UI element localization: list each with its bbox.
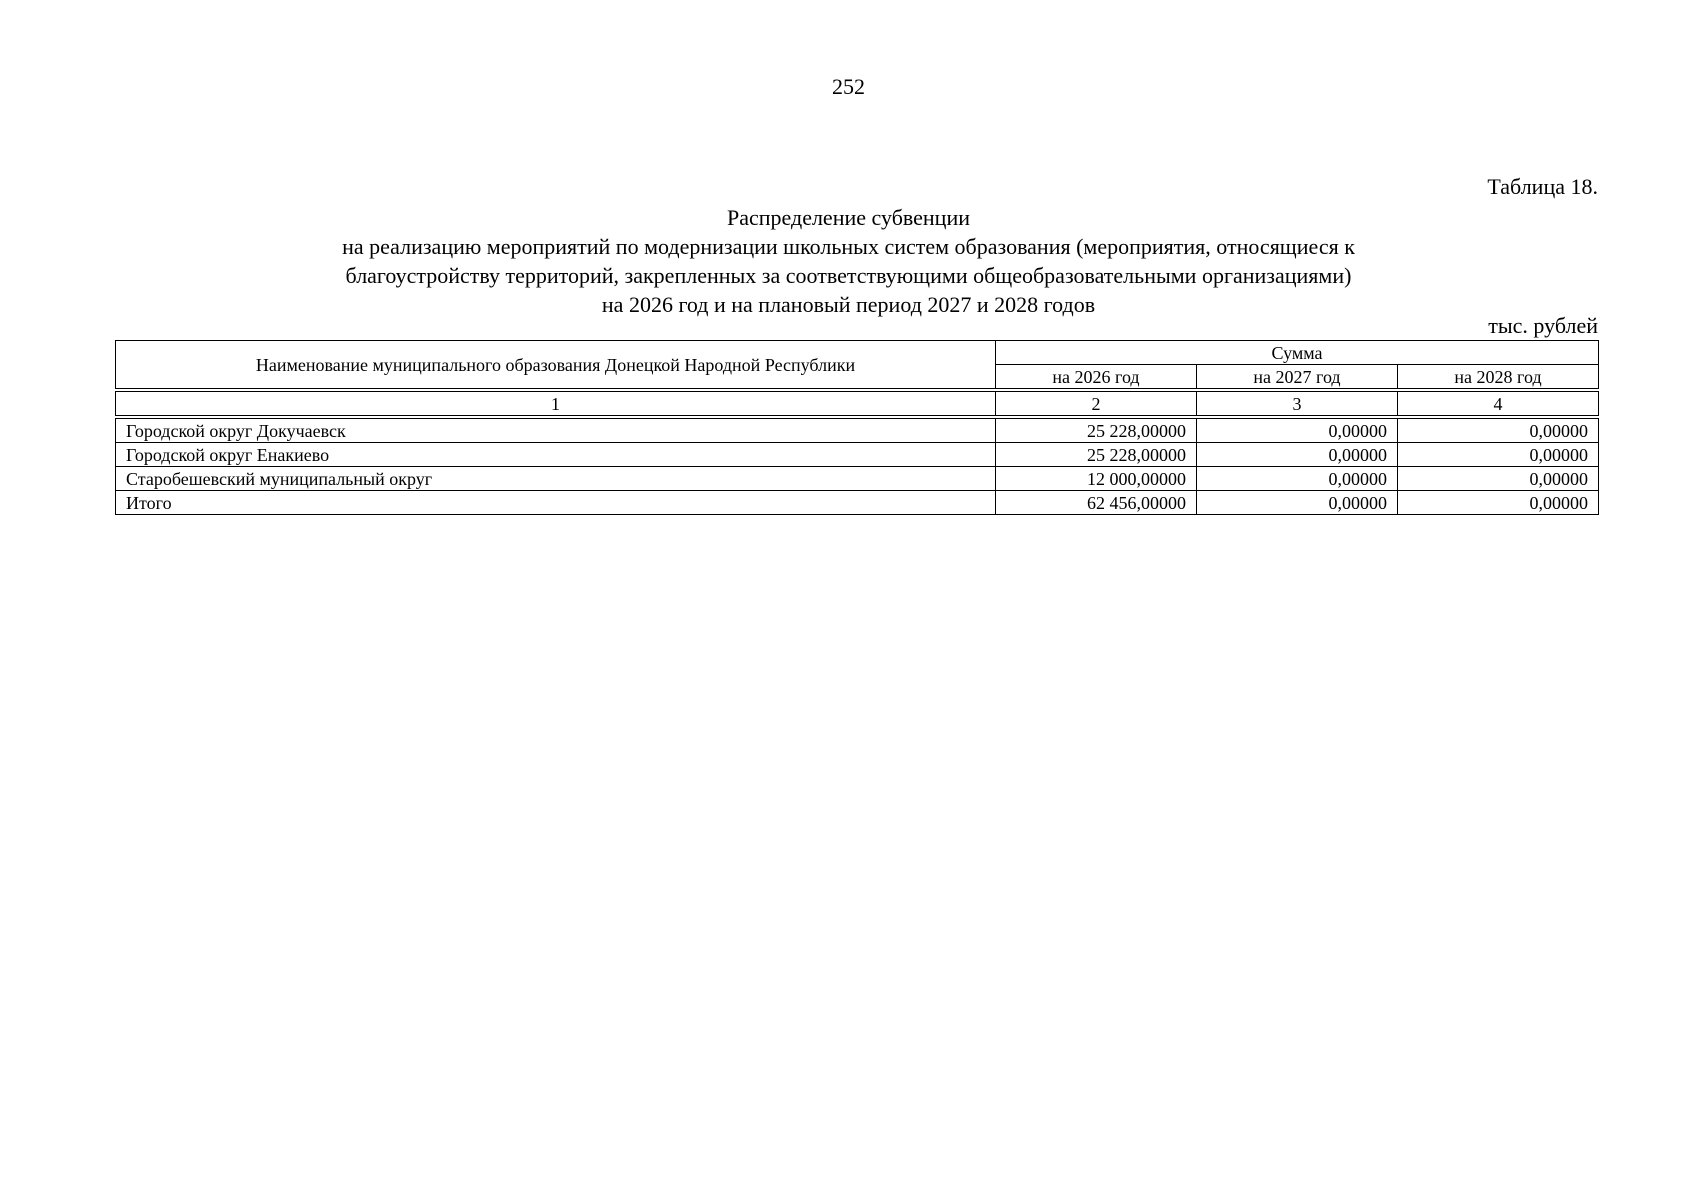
total-label: Итого: [116, 491, 996, 515]
column-number-row: [116, 390, 1599, 417]
amount-2026: 25 228,00000: [996, 443, 1197, 467]
table-row: [116, 443, 1599, 467]
document-title: [0, 203, 1697, 319]
header-year-2028: на 2028 год: [1398, 365, 1599, 391]
title-line: на реализацию мероприятий по модернизации школьных систем образования (мероприятия, относящиеся к: [342, 234, 1355, 259]
amount-2027: 0,00000: [1197, 417, 1398, 443]
municipality-name: Городской округ Енакиево: [116, 443, 996, 467]
column-number: 3: [1197, 390, 1398, 417]
table-label: Таблица 18.: [1487, 174, 1598, 199]
amount-2027: 0,00000: [1197, 467, 1398, 491]
municipality-name: Городской округ Докучаевск: [116, 417, 996, 443]
column-number: 1: [116, 390, 996, 417]
table-row: [116, 467, 1599, 491]
total-2026: 62 456,00000: [996, 491, 1197, 515]
total-row: [116, 491, 1599, 515]
amount-2027: 0,00000: [1197, 443, 1398, 467]
amount-2026: 12 000,00000: [996, 467, 1197, 491]
page-number: 252: [832, 74, 865, 99]
units-label: тыс. рублей: [1488, 313, 1598, 338]
header-year-2026: на 2026 год: [996, 365, 1197, 391]
amount-2026: 25 228,00000: [996, 417, 1197, 443]
municipality-name: Старобешевский муниципальный округ: [116, 467, 996, 491]
amount-2028: 0,00000: [1398, 443, 1599, 467]
header-year-2027: на 2027 год: [1197, 365, 1398, 391]
header-sum: Сумма: [996, 341, 1599, 365]
column-number: 2: [996, 390, 1197, 417]
column-number: 4: [1398, 390, 1599, 417]
total-2028: 0,00000: [1398, 491, 1599, 515]
distribution-table: [115, 340, 1598, 515]
title-line: благоустройству территорий, закрепленных за соответствующими общеобразовательными организациями): [345, 263, 1352, 288]
table-row: [116, 417, 1599, 443]
amount-2028: 0,00000: [1398, 417, 1599, 443]
title-line: Распределение субвенции: [726, 205, 971, 230]
title-line: на 2026 год и на плановый период 2027 и 2028 годов: [601, 292, 1096, 317]
amount-2028: 0,00000: [1398, 467, 1599, 491]
header-municipality: Наименование муниципального образования Донецкой Народной Республики: [116, 341, 996, 391]
subvention-table: [115, 340, 1599, 515]
header-row: [116, 341, 1599, 365]
total-2027: 0,00000: [1197, 491, 1398, 515]
